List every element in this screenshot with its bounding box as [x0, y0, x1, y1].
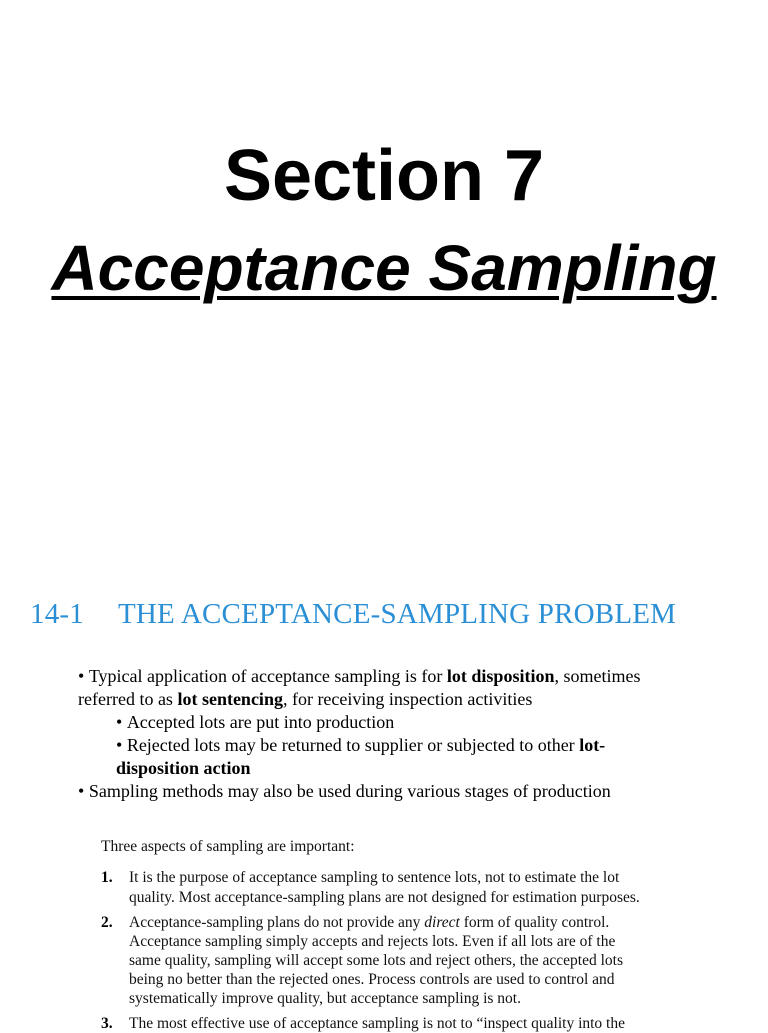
- sub-bullet-accepted-lots: • Accepted lots are put into production: [116, 712, 395, 732]
- excerpt-item-line: systematically improve quality, but acceptance sampling is not.: [129, 990, 521, 1007]
- bullet-text: Sampling methods may also be used during various stages of production: [88, 781, 611, 801]
- chapter-heading-text: THE ACCEPTANCE-SAMPLING PROBLEM: [118, 598, 677, 630]
- excerpt-item-line: same quality, sampling will accept some lots and reject others, the accepted lots: [129, 952, 623, 969]
- bullet-text: , for receiving inspection activities: [282, 689, 533, 709]
- bullet-lot-disposition-line2: [78, 688, 532, 711]
- excerpt-item-line-direct: Acceptance-sampling plans do not provide any direct form of quality control.: [129, 914, 610, 931]
- emphasis-direct: direct: [424, 914, 460, 931]
- term-lot-disposition: lot disposition: [446, 666, 555, 686]
- excerpt-item-line: being no better than the rejected ones. Process controls are used to control and: [129, 971, 615, 988]
- bullet-text: Typical application of acceptance sampling is for: [88, 666, 447, 686]
- excerpt-item-number: 1.: [101, 869, 113, 886]
- excerpt-intro: Three aspects of sampling are important:: [101, 838, 355, 855]
- excerpt-item-number: 2.: [101, 914, 113, 931]
- section-subtitle: Acceptance Sampling: [51, 232, 717, 304]
- excerpt-item-line: The most effective use of acceptance sampling is not to “inspect quality into the: [129, 1015, 625, 1032]
- excerpt-item-line: It is the purpose of acceptance sampling to sentence lots, not to estimate the lot: [129, 869, 620, 886]
- sub-bullet-rejected-lots: • Rejected lots may be returned to supplier or subjected to other lot-: [116, 735, 606, 755]
- excerpt-item-line: quality. Most acceptance-sampling plans are not designed for estimation purposes.: [129, 889, 640, 906]
- term-lot-sentencing: lot sentencing: [177, 689, 283, 709]
- bullet-sampling-stages: • Sampling methods may also be used during various stages of production: [78, 781, 611, 801]
- section-title: Section 7: [223, 136, 545, 216]
- bullet-text: , sometimes: [554, 666, 641, 686]
- bullet-text: Accepted lots are put into production: [126, 712, 395, 732]
- term-lot-disposition-action: lot-: [579, 735, 606, 755]
- bullet-text: referred to as: [78, 689, 178, 709]
- bullet-lot-disposition: • Typical application of acceptance sampling is for lot disposition, sometimes: [78, 666, 641, 686]
- chapter-number: 14-1: [30, 598, 84, 630]
- excerpt-item-number: 3.: [101, 1015, 113, 1032]
- bullet-text: Rejected lots may be returned to supplier or subjected to other: [126, 735, 580, 755]
- sub-bullet-rejected-lots-line2: [116, 757, 251, 780]
- term-lot-disposition-action-cont: disposition action: [116, 758, 251, 778]
- excerpt-item-line: Acceptance sampling simply accepts and rejects lots. Even if all lots are of the: [129, 933, 616, 950]
- chapter-heading: [30, 594, 750, 634]
